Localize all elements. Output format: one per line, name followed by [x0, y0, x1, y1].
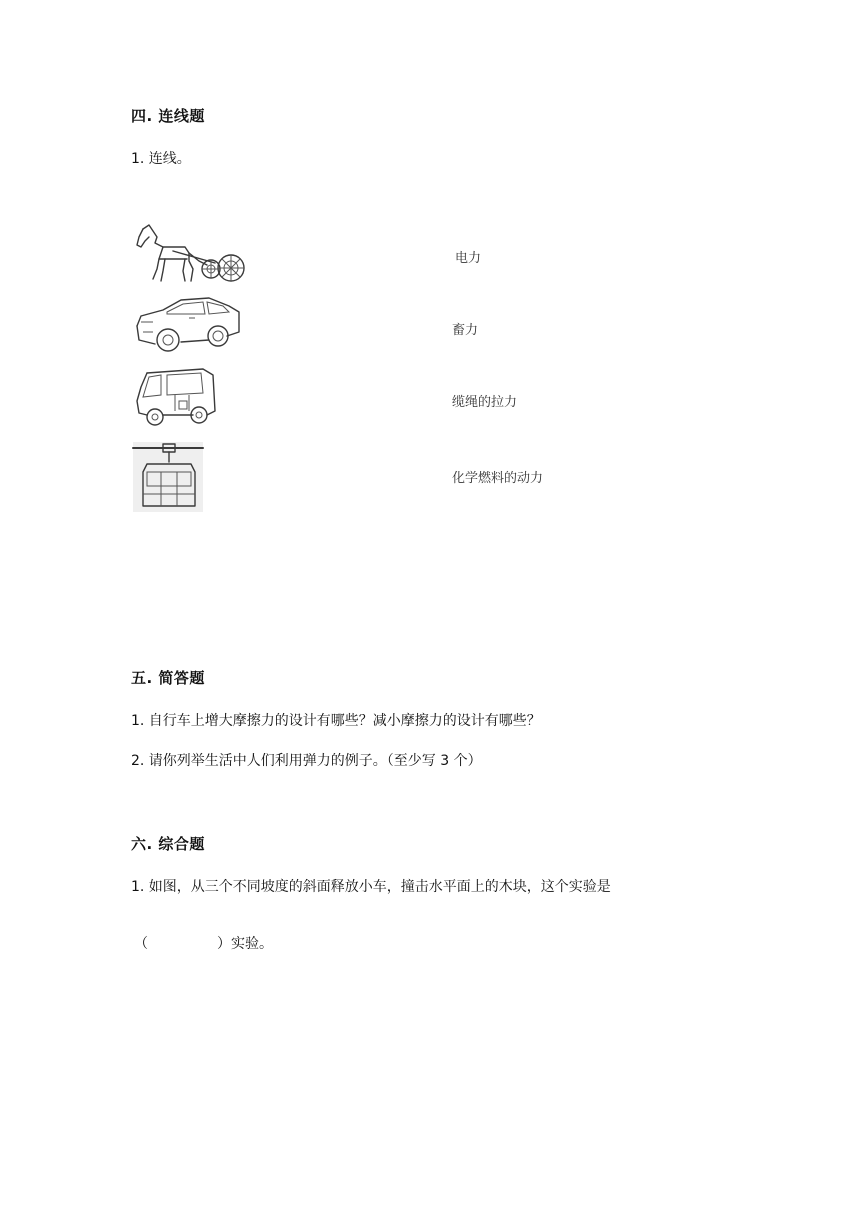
answer-blank-close: ）实验。	[217, 936, 273, 952]
match-label-animal: 畜力	[452, 323, 479, 338]
cable-car-icon	[133, 442, 203, 512]
section-5-heading: 五. 简答题	[131, 669, 205, 687]
question-5-2: 2. 请你列举生活中人们利用弹力的例子。（至少写 3 个）	[131, 753, 482, 769]
question-5-1: 1. 自行车上增大摩擦力的设计有哪些？减小摩擦力的设计有哪些？	[131, 713, 541, 729]
car-icon	[133, 296, 243, 354]
match-label-electric: 电力	[455, 251, 482, 266]
question-6-1: 1. 如图，从三个不同坡度的斜面释放小车，撞击水平面上的木块，这个实验是	[131, 879, 611, 895]
section-6-heading: 六. 综合题	[131, 835, 205, 853]
tuk-tuk-icon	[133, 367, 223, 429]
match-label-fuel: 化学燃料的动力	[452, 471, 544, 486]
horse-carriage-icon	[133, 223, 248, 285]
section-4-heading: 四. 连线题	[131, 107, 205, 125]
question-4-1: 1. 连线。	[131, 151, 191, 167]
answer-blank-open: （	[134, 936, 148, 952]
match-label-cable: 缆绳的拉力	[452, 395, 518, 410]
